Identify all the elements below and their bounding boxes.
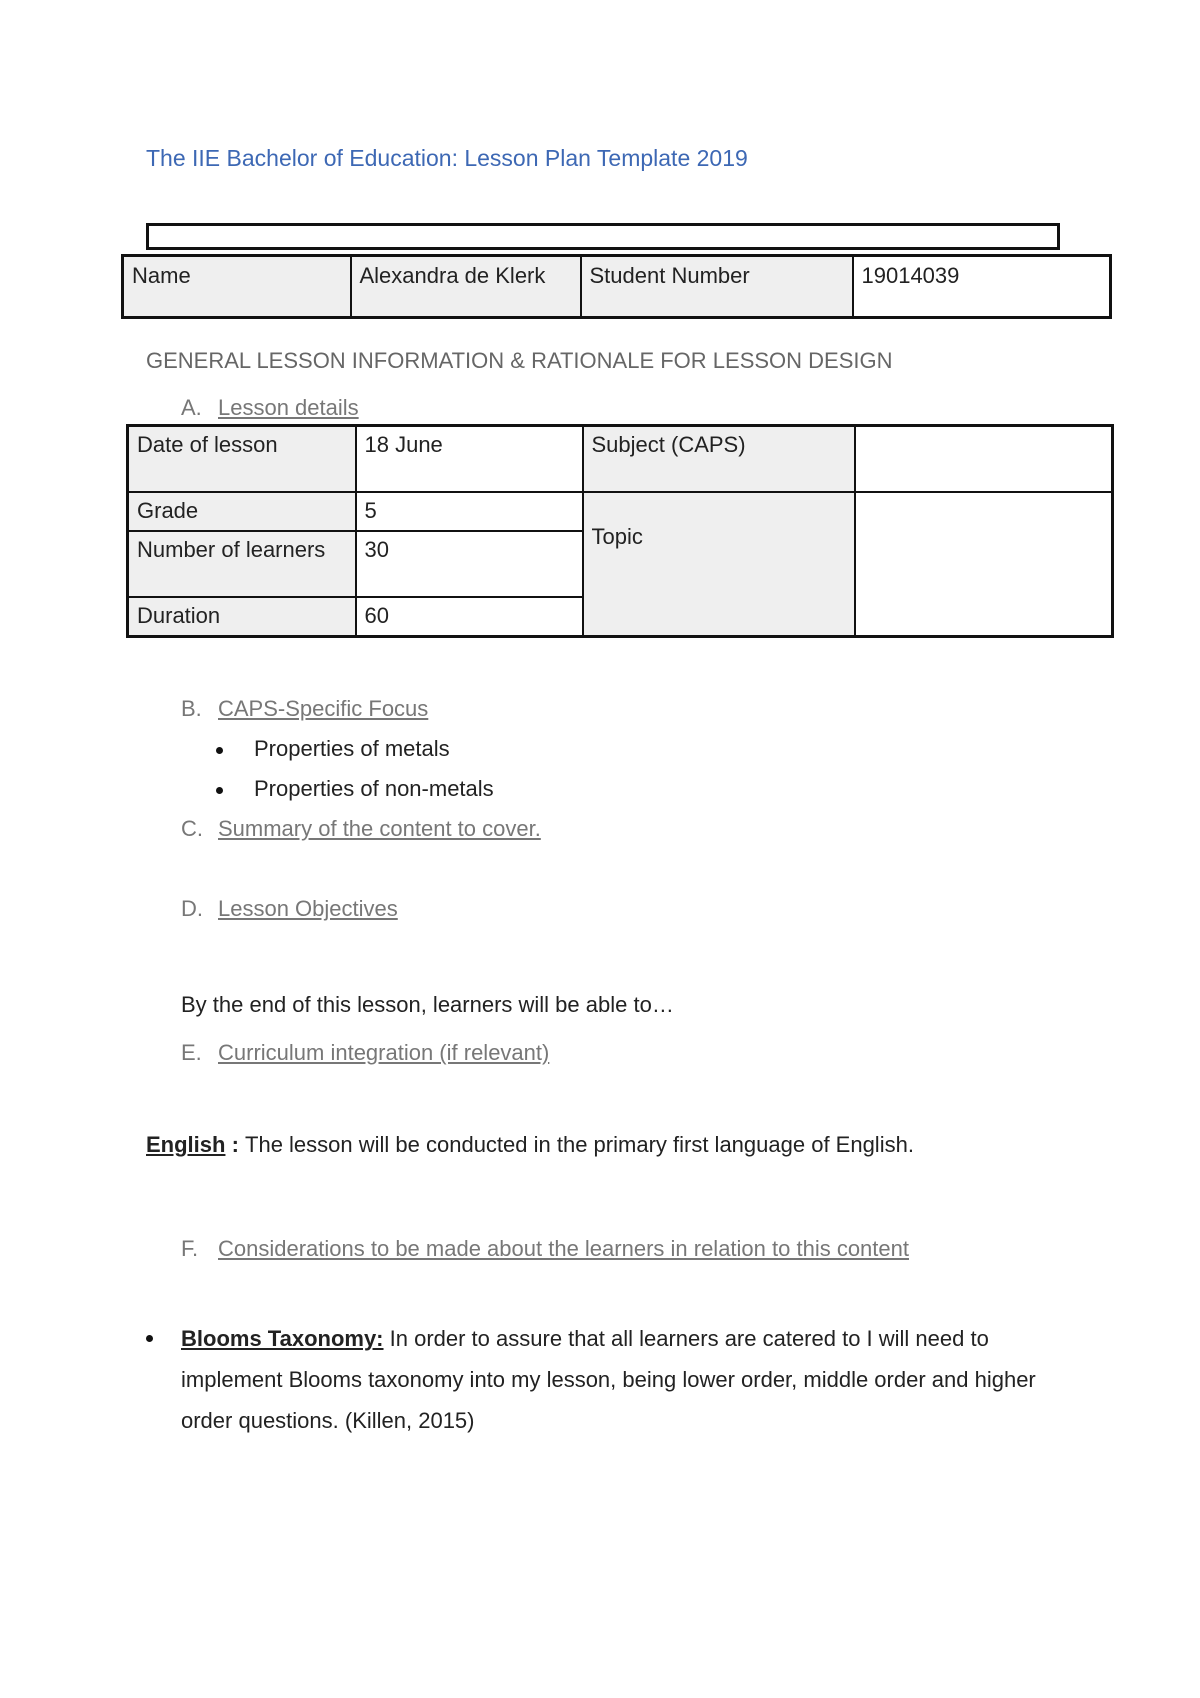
student-info-table (121, 254, 1112, 319)
list-item (216, 776, 494, 802)
name-label: Name (123, 256, 351, 318)
section-c-heading (181, 816, 541, 842)
document-title: The IIE Bachelor of Education: Lesson Plan Template 2019 (146, 145, 748, 171)
bullet-icon (216, 787, 223, 794)
learners-label: Number of learners (128, 531, 356, 597)
curriculum-separator: : (225, 1132, 246, 1157)
duration-value: 60 (356, 597, 583, 637)
learners-value: 30 (356, 531, 583, 597)
considerations-item (146, 1318, 1076, 1441)
considerations-body (181, 1318, 1076, 1441)
bullet-icon (216, 747, 223, 754)
caps-focus-item: Properties of non-metals (254, 776, 494, 801)
objectives-text: By the end of this lesson, learners will be able to… (181, 992, 674, 1017)
section-letter: D. (181, 896, 203, 921)
section-letter: F. (181, 1236, 199, 1261)
section-c-label[interactable]: Summary of the content to cover. (218, 816, 541, 841)
empty-header-box (146, 223, 1060, 250)
section-d-label[interactable]: Lesson Objectives (218, 896, 398, 921)
date-value: 18 June (356, 426, 583, 492)
topic-value (855, 492, 1113, 637)
name-value: Alexandra de Klerk (351, 256, 581, 318)
date-label: Date of lesson (128, 426, 356, 492)
section-b-heading (181, 696, 428, 722)
grade-value: 5 (356, 492, 583, 531)
section-letter: A. (181, 395, 202, 420)
student-number-label: Student Number (581, 256, 853, 318)
bullet-icon (146, 1335, 153, 1342)
section-a-heading (181, 395, 359, 421)
grade-label: Grade (128, 492, 356, 531)
duration-label: Duration (128, 597, 356, 637)
lesson-details-table (126, 424, 1114, 638)
curriculum-integration-text (146, 1132, 914, 1158)
section-e-label[interactable]: Curriculum integration (if relevant) (218, 1040, 550, 1065)
section-e-heading (181, 1040, 549, 1066)
section-f-heading (181, 1236, 909, 1262)
subject-value (855, 426, 1113, 492)
general-heading: GENERAL LESSON INFORMATION & RATIONALE FOR LESSON DESIGN (146, 348, 893, 373)
student-number-value: 19014039 (853, 256, 1111, 318)
considerations-text: In order to assure that all learners are catered to I will need to implement Blooms taxonomy into my lesson, being lower order, middle order and higher order questions. (Killen, 2015) (181, 1326, 1036, 1433)
section-b-label[interactable]: CAPS-Specific Focus (218, 696, 429, 721)
considerations-term: Blooms Taxonomy: (181, 1326, 384, 1351)
curriculum-subject: English (146, 1132, 226, 1157)
section-letter: E. (181, 1040, 202, 1065)
subject-label: Subject (CAPS) (583, 426, 855, 492)
table-row (123, 256, 1111, 318)
curriculum-description: The lesson will be conducted in the primary first language of English. (245, 1132, 914, 1157)
topic-label: Topic (583, 492, 855, 637)
caps-focus-item: Properties of metals (254, 736, 450, 761)
section-d-heading (181, 896, 398, 922)
list-item (216, 736, 450, 762)
table-row (128, 426, 1113, 492)
section-a-label[interactable]: Lesson details (218, 395, 359, 420)
section-f-label[interactable]: Considerations to be made about the learners in relation to this content (218, 1236, 909, 1261)
section-letter: B. (181, 696, 202, 721)
section-letter: C. (181, 816, 203, 841)
table-row (128, 492, 1113, 531)
